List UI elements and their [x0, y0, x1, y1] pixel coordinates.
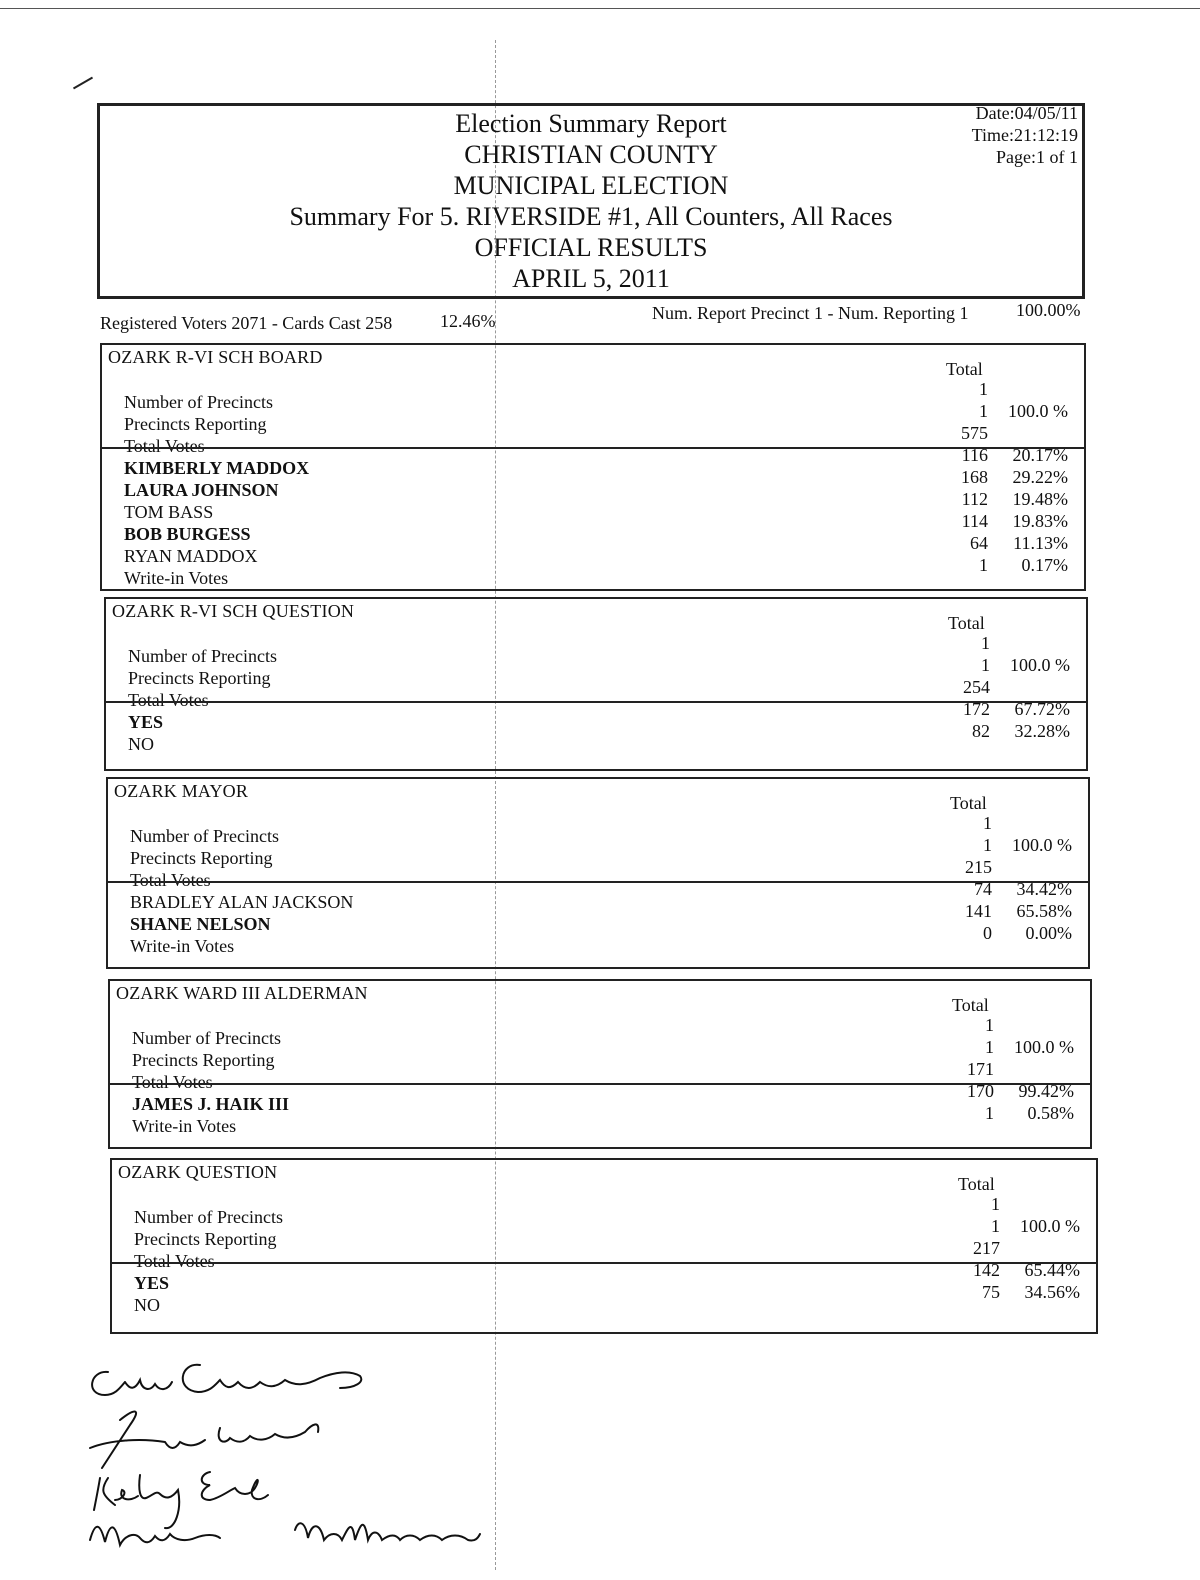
- candidate-pct: 34.56%: [1024, 1282, 1080, 1302]
- precincts-reporting-pct: 100.0 %: [1010, 655, 1070, 675]
- report-header: [97, 103, 1085, 299]
- candidate-name: JAMES J. HAIK III: [132, 1094, 290, 1114]
- precincts-reporting-value: 1: [985, 1037, 994, 1057]
- candidate-name: NO: [128, 734, 154, 754]
- race-title: OZARK R-VI SCH BOARD: [108, 347, 323, 367]
- report-title: Election Summary Report: [455, 109, 727, 138]
- candidate-votes: 114: [961, 511, 988, 531]
- race-section: [108, 979, 1092, 1149]
- precincts-reporting-value: 1: [983, 835, 992, 855]
- candidate-pct: 34.42%: [1016, 879, 1072, 899]
- total-votes-value: 575: [961, 423, 988, 443]
- race-section: [110, 1158, 1098, 1334]
- number-of-precincts-label: Number of Precincts: [134, 1207, 283, 1227]
- candidate-name: Write-in Votes: [132, 1116, 237, 1136]
- total-votes-value: 215: [965, 857, 992, 877]
- candidate-pct: 99.42%: [1018, 1081, 1074, 1101]
- election-date: APRIL 5, 2011: [512, 264, 670, 293]
- top-edge-line: [0, 8, 1200, 9]
- candidate-pct: 19.48%: [1012, 489, 1068, 509]
- candidate-pct: 0.00%: [1025, 923, 1072, 943]
- candidate-pct: 65.44%: [1024, 1260, 1080, 1280]
- total-votes-value: 171: [967, 1059, 994, 1079]
- total-votes-label: Total Votes: [128, 690, 209, 710]
- total-column-header: Total: [948, 613, 985, 633]
- precinct-count-value: 1: [983, 813, 992, 833]
- total-column-header: Total: [958, 1174, 995, 1194]
- candidate-pct: 29.22%: [1012, 467, 1068, 487]
- precincts-reporting-pct: 100.0 %: [1020, 1216, 1080, 1236]
- reporting-summary: Num. Report Precinct 1 - Num. Reporting 1: [652, 303, 969, 323]
- precincts-reporting-pct: 100.0 %: [1008, 401, 1068, 421]
- candidate-votes: 82: [972, 721, 990, 741]
- registered-voters: Registered Voters 2071 - Cards Cast 258: [100, 313, 393, 333]
- candidate-name: TOM BASS: [124, 502, 214, 522]
- candidate-name: SHANE NELSON: [130, 914, 271, 934]
- total-votes-label: Total Votes: [124, 436, 205, 456]
- precincts-reporting-label: Precincts Reporting: [132, 1050, 275, 1070]
- candidate-pct: 20.17%: [1012, 445, 1068, 465]
- candidate-votes: 64: [970, 533, 988, 553]
- race-title: OZARK WARD III ALDERMAN: [116, 983, 368, 1003]
- race-title: OZARK QUESTION: [118, 1162, 278, 1182]
- total-votes-label: Total Votes: [134, 1251, 215, 1271]
- candidate-name: YES: [128, 712, 164, 732]
- reporting-pct: 100.00%: [1016, 300, 1081, 320]
- race-section: [104, 597, 1088, 771]
- candidate-votes: 0: [983, 923, 992, 943]
- candidate-votes: 1: [985, 1103, 994, 1123]
- precincts-reporting-label: Precincts Reporting: [128, 668, 271, 688]
- official-results: OFFICIAL RESULTS: [474, 233, 708, 262]
- candidate-votes: 142: [973, 1260, 1000, 1280]
- precincts-reporting-label: Precincts Reporting: [134, 1229, 277, 1249]
- candidate-votes: 168: [961, 467, 988, 487]
- precincts-reporting-value: 1: [979, 401, 988, 421]
- precinct-count-value: 1: [985, 1015, 994, 1035]
- candidate-pct: 32.28%: [1014, 721, 1070, 741]
- precinct-count-value: 1: [979, 379, 988, 399]
- county-name: CHRISTIAN COUNTY: [464, 140, 718, 169]
- election-name: MUNICIPAL ELECTION: [453, 171, 729, 200]
- total-column-header: Total: [946, 359, 983, 379]
- turnout-pct: 12.46%: [440, 311, 496, 331]
- candidate-name: Write-in Votes: [130, 936, 235, 956]
- candidate-name: BRADLEY ALAN JACKSON: [130, 892, 354, 912]
- candidate-name: Write-in Votes: [124, 568, 229, 588]
- total-votes-value: 217: [973, 1238, 1000, 1258]
- candidate-votes: 170: [967, 1081, 994, 1101]
- precincts-reporting-value: 1: [991, 1216, 1000, 1236]
- candidate-votes: 112: [961, 489, 988, 509]
- candidate-pct: 19.83%: [1012, 511, 1068, 531]
- candidate-votes: 1: [979, 555, 988, 575]
- total-votes-value: 254: [963, 677, 990, 697]
- precincts-reporting-label: Precincts Reporting: [124, 414, 267, 434]
- total-votes-label: Total Votes: [132, 1072, 213, 1092]
- candidate-votes: 116: [961, 445, 988, 465]
- candidate-votes: 172: [963, 699, 990, 719]
- pen-mark: [73, 77, 93, 90]
- race-section: [100, 343, 1086, 591]
- precincts-reporting-pct: 100.0 %: [1014, 1037, 1074, 1057]
- total-votes-label: Total Votes: [130, 870, 211, 890]
- candidate-name: RYAN MADDOX: [124, 546, 258, 566]
- candidate-votes: 75: [982, 1282, 1000, 1302]
- total-column-header: Total: [952, 995, 989, 1015]
- precincts-reporting-value: 1: [981, 655, 990, 675]
- precinct-count-value: 1: [981, 633, 990, 653]
- candidate-votes: 74: [974, 879, 992, 899]
- summary-line: Summary For 5. RIVERSIDE #1, All Counters, All Races: [289, 202, 893, 231]
- page-number: Page:1 of 1: [996, 147, 1078, 167]
- number-of-precincts-label: Number of Precincts: [128, 646, 277, 666]
- candidate-pct: 65.58%: [1016, 901, 1072, 921]
- precincts-reporting-label: Precincts Reporting: [130, 848, 273, 868]
- signatures-image: [80, 1350, 500, 1570]
- candidate-name: BOB BURGESS: [124, 524, 251, 544]
- candidate-pct: 67.72%: [1014, 699, 1070, 719]
- report-date: Date:04/05/11: [975, 103, 1078, 123]
- report-time: Time:21:12:19: [971, 125, 1078, 145]
- precinct-count-value: 1: [991, 1194, 1000, 1214]
- precincts-reporting-pct: 100.0 %: [1012, 835, 1072, 855]
- candidate-votes: 141: [965, 901, 992, 921]
- race-title: OZARK MAYOR: [114, 781, 249, 801]
- candidate-pct: 11.13%: [1013, 533, 1068, 553]
- candidate-pct: 0.17%: [1021, 555, 1068, 575]
- candidate-name: NO: [134, 1295, 160, 1315]
- candidate-name: KIMBERLY MADDOX: [124, 458, 310, 478]
- candidate-name: YES: [134, 1273, 170, 1293]
- candidate-name: LAURA JOHNSON: [124, 480, 279, 500]
- race-title: OZARK R-VI SCH QUESTION: [112, 601, 355, 621]
- total-column-header: Total: [950, 793, 987, 813]
- number-of-precincts-label: Number of Precincts: [130, 826, 279, 846]
- candidate-pct: 0.58%: [1027, 1103, 1074, 1123]
- number-of-precincts-label: Number of Precincts: [132, 1028, 281, 1048]
- race-section: [106, 777, 1090, 969]
- number-of-precincts-label: Number of Precincts: [124, 392, 273, 412]
